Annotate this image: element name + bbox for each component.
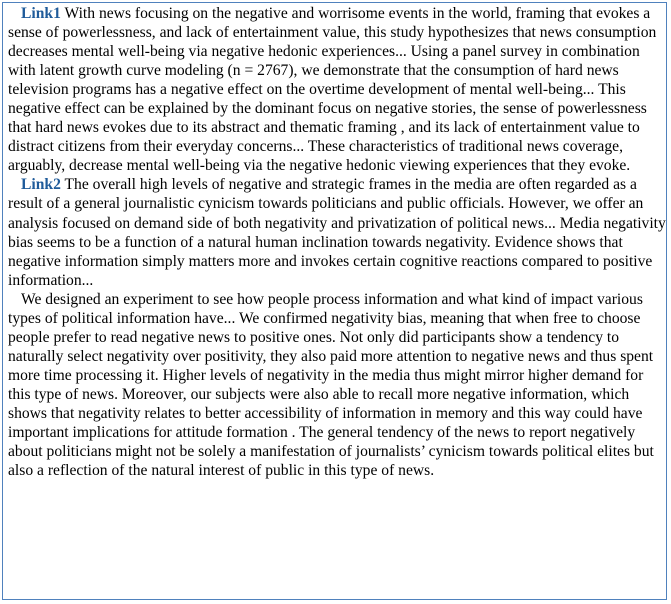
paragraph-link2-text: The overall high levels of negative and strategic frames in the media are often regarded as a result of a general journalistic cynicism towards politicians and public officials. However, we offer an analysis focused on demand side of both negativity and privatization of political news... Media negativity bias seems to be a function of a natural human inclination towards negativity. Evidence shows that negative information simply matters more and invokes certain cognitive reactions compared to positive information... [8, 176, 666, 289]
paragraph-link2 [8, 175, 666, 289]
paragraph-link1-text: With news focusing on the negative and worrisome events in the world, framing that evokes a sense of powerlessness, and lack of entertainment value, this study hypothesizes that news consumption decreases mental well-being via negative hedonic experiences... Using a panel survey in combination with latent growth curve modeling (n = 2767), we demonstrate that the consumption of hard news television programs has a negative effect on the overtime development of mental well-being... This negative effect can be explained by the dominant focus on negative stories, the sense of powerlessness that hard news evokes due to its abstract and thematic framing , and its lack of entertainment value to distract citizens from their everyday concerns... These characteristics of traditional news coverage, arguably, decrease mental well-being via the negative hedonic viewing experiences that they evoke. [8, 5, 657, 175]
link1-label[interactable]: Link1 [21, 5, 61, 22]
text-box [2, 2, 667, 600]
link2-label[interactable]: Link2 [21, 176, 61, 194]
paragraph-experiment-text: We designed an experiment to see how people process information and what kind of impact various types of political information have... We confirmed negativity bias, meaning that when free to choose people prefer to read negative news to positive ones. Not only did participants show a tendency to naturally select negativity over positivity, they also paid more attention to negative news and thus spent more time processing it. Higher levels of negativity in the media thus might mirror higher demand for this type of news. Moreover, our subjects were also able to recall more negative information, which shows that negativity relates to better accessibility of information in memory and this way could have important implications for attitude formation . The general tendency of the news to report negatively about politicians might not be solely a manifestation of journalists’ cynicism towards political elites but also a reflection of the natural interest of public in this type of news. [8, 290, 654, 480]
paragraph-link1 [8, 4, 666, 175]
document-body [8, 4, 666, 480]
paragraph-experiment [8, 290, 666, 480]
